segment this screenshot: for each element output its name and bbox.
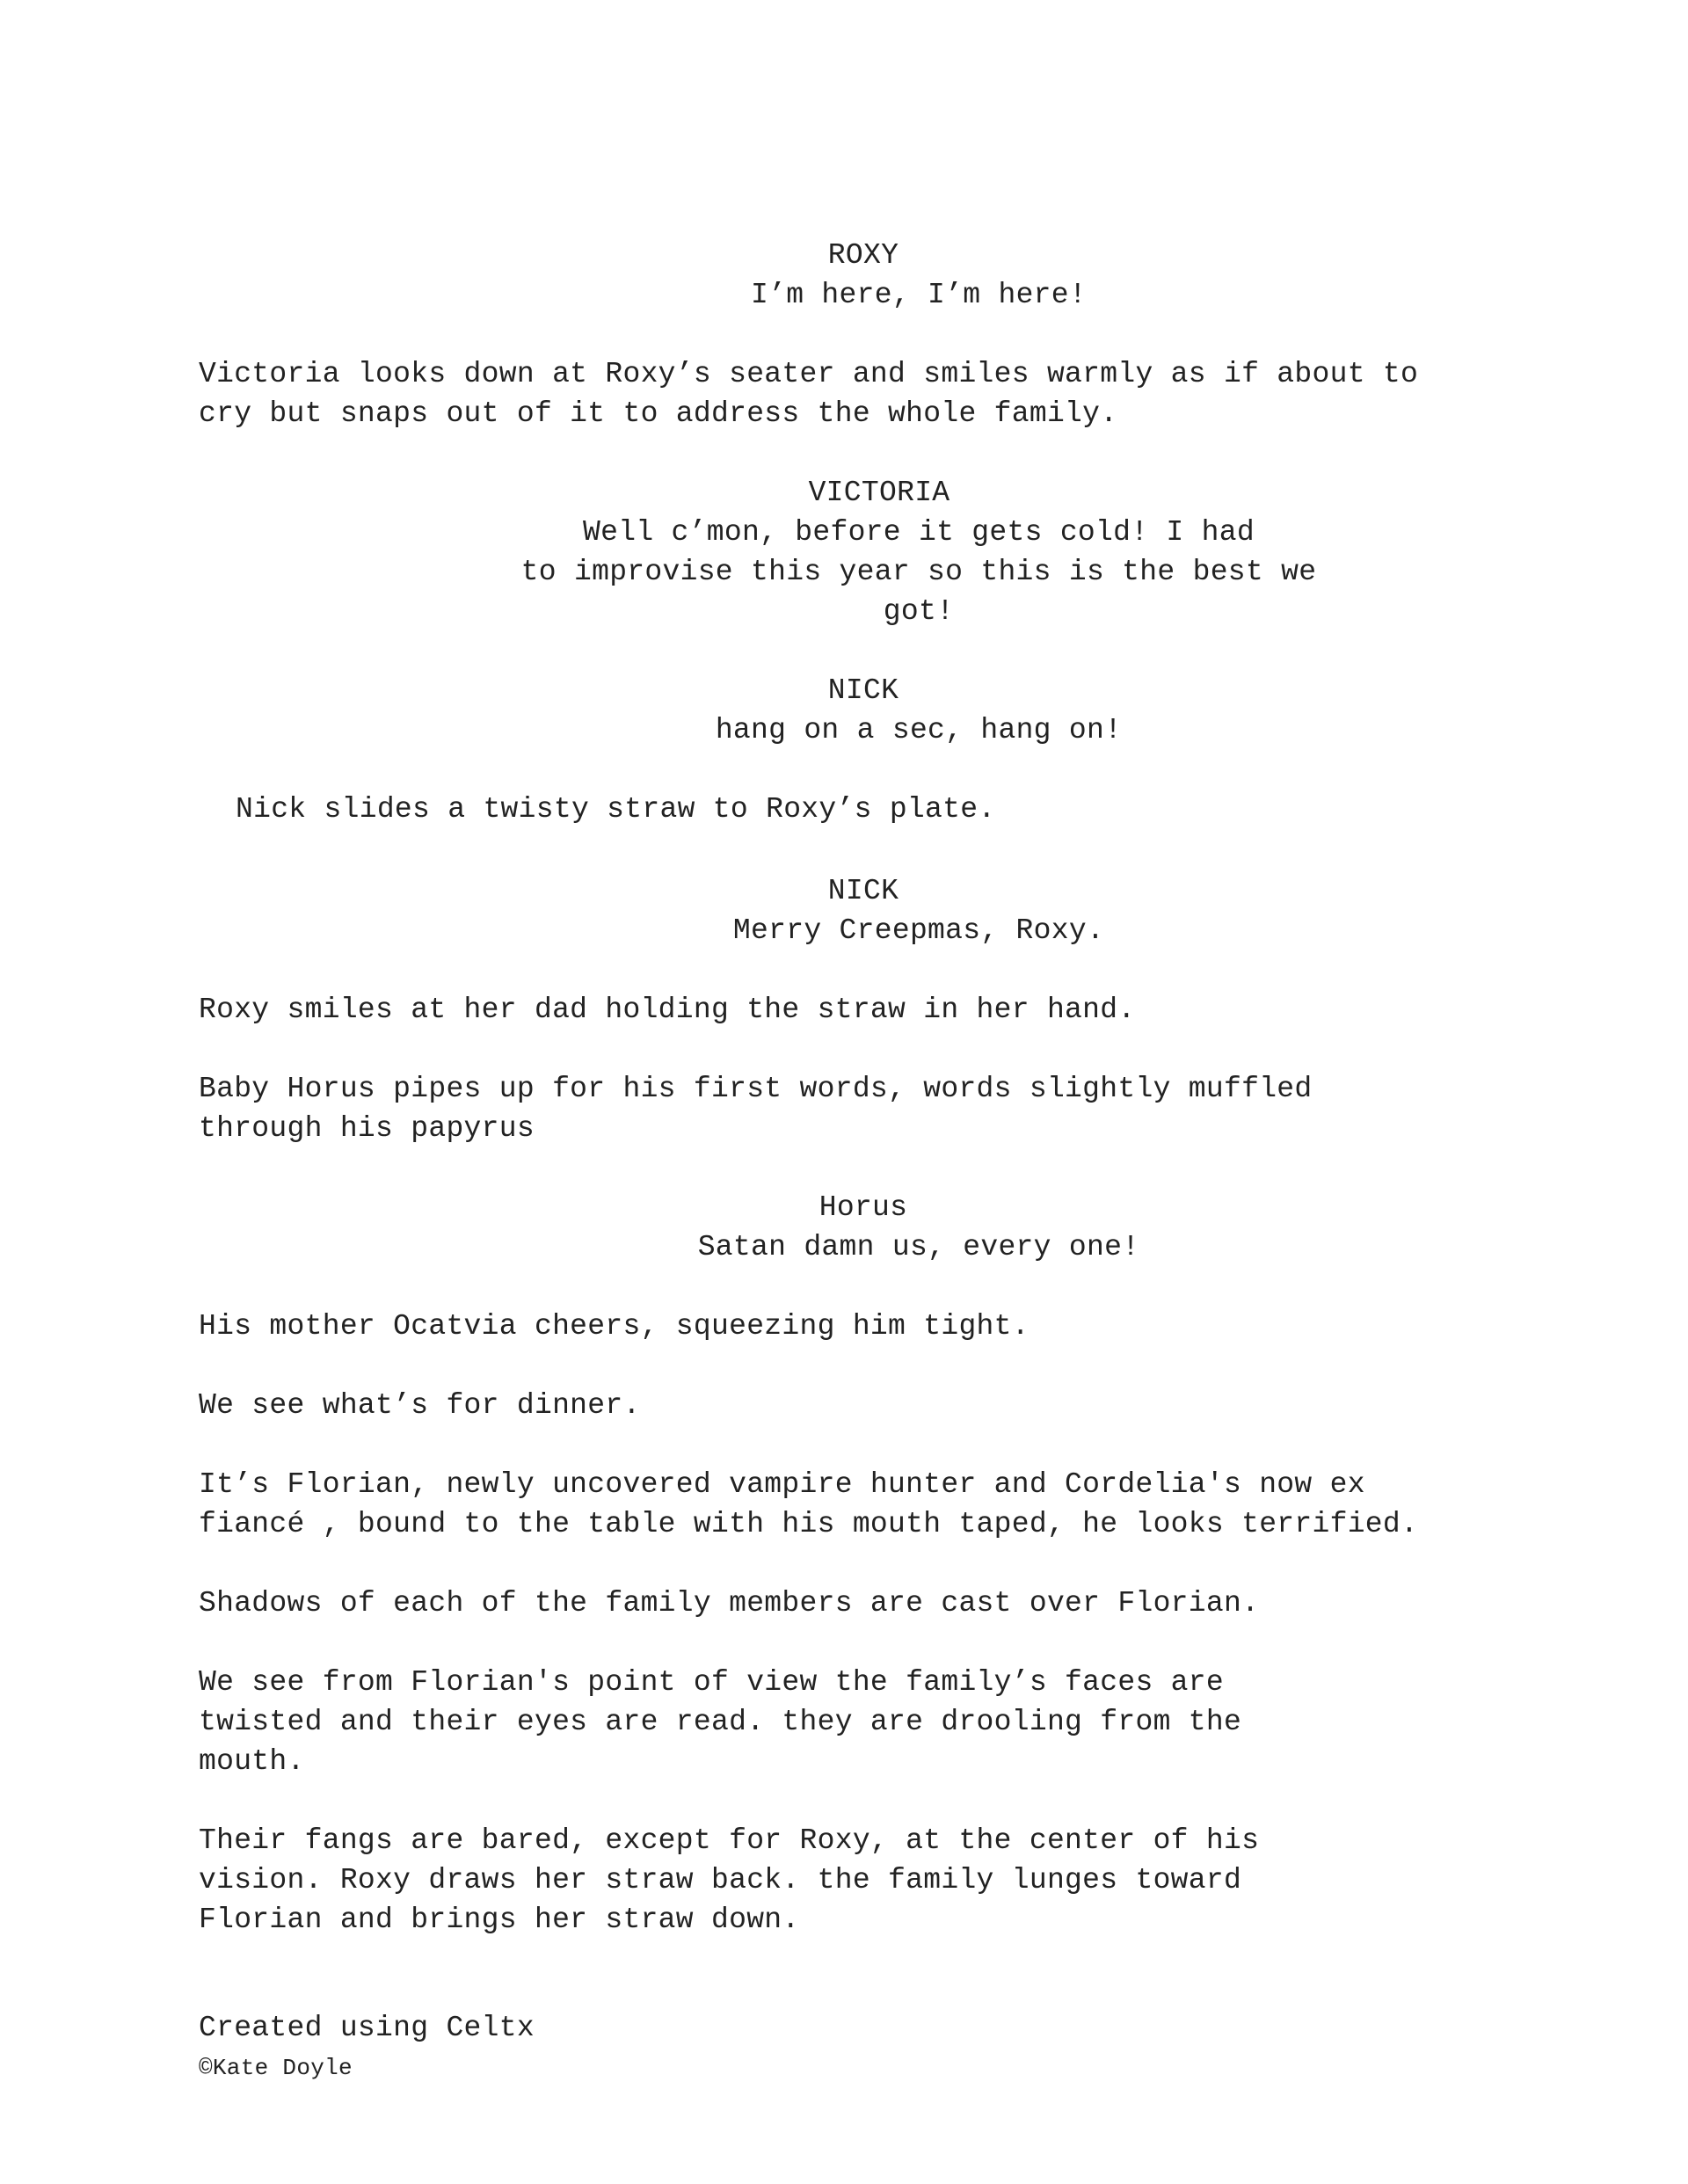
action-line: Roxy smiles at her dad holding the straw in her hand. <box>199 994 1136 1026</box>
dialogue-victoria: Well c’mon, before it gets cold! I had <box>583 516 1255 549</box>
character-victoria: VICTORIA <box>808 477 950 509</box>
character-roxy: ROXY <box>827 239 899 272</box>
action-line: twisted and their eyes are read. they are drooling from the <box>199 1706 1242 1738</box>
action-line: His mother Ocatvia cheers, squeezing him tight. <box>199 1310 1030 1343</box>
character-horus: Horus <box>819 1191 908 1224</box>
action-line: vision. Roxy draws her straw back. the family lunges toward <box>199 1864 1242 1896</box>
footer-copyright: ©Kate Doyle <box>199 2055 353 2081</box>
action-line: We see from Florian's point of view the family’s faces are <box>199 1666 1224 1699</box>
dialogue-victoria: got! <box>883 595 955 628</box>
action-line: cry but snaps out of it to address the whole family. <box>199 397 1118 430</box>
action-line: Florian and brings her straw down. <box>199 1904 800 1936</box>
dialogue-roxy: I’m here, I’m here! <box>751 279 1087 311</box>
action-line: Nick slides a twisty straw to Roxy’s plate. <box>236 793 996 826</box>
character-nick: NICK <box>827 875 899 907</box>
action-line: Shadows of each of the family members are cast over Florian. <box>199 1587 1260 1620</box>
action-line: fiancé , bound to the table with his mouth taped, he looks terrified. <box>199 1508 1419 1540</box>
footer-created: Created using Celtx <box>199 2012 535 2044</box>
dialogue-horus: Satan damn us, every one! <box>697 1231 1140 1263</box>
action-line: Victoria looks down at Roxy’s seater and smiles warmly as if about to <box>199 358 1419 390</box>
action-line: It’s Florian, newly uncovered vampire hunter and Cordelia's now ex <box>199 1468 1365 1501</box>
action-line: Baby Horus pipes up for his first words, words slightly muffled <box>199 1073 1313 1105</box>
dialogue-nick: hang on a sec, hang on! <box>715 714 1123 746</box>
dialogue-victoria: to improvise this year so this is the best we <box>520 556 1317 588</box>
action-line: We see what’s for dinner. <box>199 1389 641 1422</box>
action-line: through his papyrus <box>199 1112 535 1145</box>
character-nick: NICK <box>827 674 899 707</box>
action-line: Their fangs are bared, except for Roxy, at the center of his <box>199 1824 1260 1857</box>
dialogue-nick: Merry Creepmas, Roxy. <box>732 914 1105 947</box>
action-line: mouth. <box>199 1745 305 1778</box>
